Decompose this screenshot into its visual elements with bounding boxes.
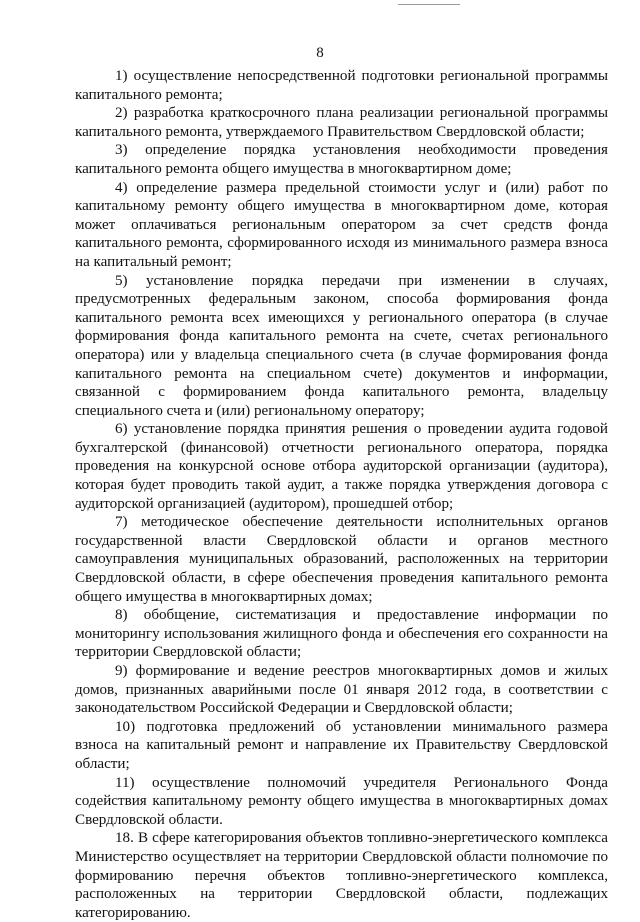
top-edge-rule [398, 4, 460, 5]
page-number: 8 [316, 45, 324, 61]
paragraph-item-1: 1) осуществление непосредственной подготовки региональной программы капитального ремонта; [75, 68, 608, 103]
section-18-paragraph: 18. В сфере категорирования объектов топливно-энергетического комплекса Министерство осуществляет на территории Свердловской области полномочие по формированию перечня объектов топливно-энергетического комплекса, расположенных на территории Свердловской области, подлежащих категорированию. [75, 830, 608, 921]
paragraph-item-5: 5) установление порядка передачи при изменении в случаях, предусмотренных федеральным законом, способа формирования фонда капитального ремонта всех имеющихся у регионального оператора (в случае формирования фонда капитального ремонта на счете, счетах регионального оператора) или у владельца специального счета (в случае формирования фонда капитального ремонта на специальном счете) документов и информации, связанной с формированием фонда капитального ремонта, владельцу специального счета и (или) региональному оператору; [75, 272, 608, 419]
paragraph-item-10: 10) подготовка предложений об установлении минимального размера взноса на капитальный ремонт и направление их Правительству Свердловской области; [75, 718, 608, 772]
paragraph-item-2: 2) разработка краткосрочного плана реализации региональной программы капитального ремонта, утверждаемого Правительством Свердловской области; [75, 105, 608, 140]
paragraph-item-9: 9) формирование и ведение реестров многоквартирных домов и жилых домов, признанных аварийными после 01 января 2012 года, в соответствии с законодательством Российской Федерации и Свердловской области; [75, 663, 608, 717]
paragraph-item-11: 11) осуществление полномочий учредителя Регионального Фонда содействия капитальному ремонту общего имущества в многоквартирных домах Свердловской области. [75, 774, 608, 828]
paragraph-item-6: 6) установление порядка принятия решения о проведении аудита годовой бухгалтерской (финансовой) отчетности регионального оператора, порядка проведения на конкурсной основе отбора аудиторской организации (аудитора), которая будет проводить такой аудит, а также порядка утверждения договора с аудиторской организацией (аудитором), прошедшей отбор; [75, 421, 608, 512]
paragraph-item-8: 8) обобщение, систематизация и предоставление информации по мониторингу использования жилищного фонда и обеспечения его сохранности на территории Свердловской области; [75, 607, 608, 661]
paragraph-item-4: 4) определение размера предельной стоимости услуг и (или) работ по капитальному ремонту общего имущества в многоквартирном доме, которая может оплачиваться региональным оператором за счет средств фонда капитального ремонта, сформированного исходя из минимального размера взноса на капитальный ремонт; [75, 179, 608, 270]
paragraph-item-3: 3) определение порядка установления необходимости проведения капитального ремонта общего имущества в многоквартирном доме; [75, 142, 608, 177]
paragraph-item-7: 7) методическое обеспечение деятельности исполнительных органов государственной власти Свердловской области и органов местного самоуправления муниципальных образований, расположенных на территории Свердловской области, в сфере обеспечения проведения капитального ремонта общего имущества в многоквартирных домах; [75, 514, 608, 605]
document-body [75, 67, 608, 922]
